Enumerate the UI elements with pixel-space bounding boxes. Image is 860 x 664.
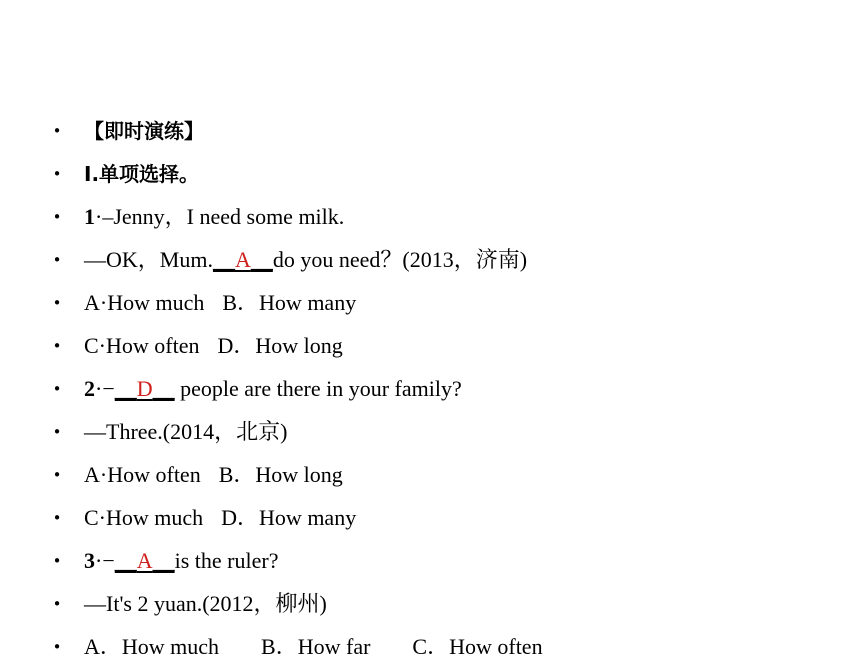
answer-blank: __A__: [114, 548, 175, 573]
question-text: —It's 2 yuan.(2012，柳州): [84, 591, 327, 616]
question-line: 2·−__D__ people are there in your family?: [84, 376, 462, 401]
option: D．How long: [217, 333, 343, 358]
question-line: [84, 200, 344, 234]
list-item: [0, 544, 860, 578]
bullet: •: [52, 509, 62, 527]
option: D．How many: [221, 505, 357, 530]
part-heading: Ⅰ.单项选择。: [84, 162, 200, 186]
options-line: [84, 286, 356, 320]
bullet: •: [52, 122, 62, 140]
question-number: 3: [84, 548, 95, 573]
question-line: [84, 243, 527, 277]
option: B．How many: [222, 290, 357, 315]
option: C·How much: [84, 505, 204, 530]
question-line: 3·−__A__is the ruler?: [84, 548, 279, 573]
option: A·How much: [84, 290, 205, 315]
bullet: •: [52, 423, 62, 441]
option: C·How often: [84, 333, 200, 358]
list-item: [0, 372, 860, 406]
options-line: [84, 501, 356, 535]
list-item: [0, 200, 860, 234]
question-text: do you need？(2013，济南): [272, 247, 528, 272]
question-text: people are there in your family?: [174, 376, 462, 401]
question-text: ·–Jenny，I need some milk.: [95, 204, 345, 229]
list-item: [0, 329, 860, 363]
answer-blank: __D__: [114, 376, 175, 401]
list-item: [0, 415, 860, 449]
list-item: [0, 114, 860, 148]
question-number: 2: [84, 376, 95, 401]
options-line: [84, 458, 343, 492]
question-text: —Three.(2014，北京): [84, 419, 288, 444]
list-item: [0, 243, 860, 277]
list-item: [0, 157, 860, 191]
options-line: [84, 630, 543, 664]
answer-text: A: [136, 548, 153, 573]
question-number: 1: [84, 204, 95, 229]
section-heading: 【即时演练】: [84, 119, 204, 143]
options-line: [84, 329, 343, 363]
bullet: •: [52, 294, 62, 312]
list-item: [0, 458, 860, 492]
bullet: •: [52, 251, 62, 269]
answer-text: A: [234, 247, 251, 272]
option: C．How often: [412, 634, 543, 659]
answer-blank: __A__: [212, 247, 273, 272]
bullet: •: [52, 380, 62, 398]
list-item: [0, 587, 860, 621]
list-item: [0, 630, 860, 664]
question-text: is the ruler?: [174, 548, 279, 573]
option: A．How much: [84, 634, 220, 659]
question-text: —OK，Mum.: [84, 247, 213, 272]
list-item: [0, 501, 860, 535]
answer-text: D: [136, 376, 153, 401]
bullet: •: [52, 466, 62, 484]
option: B．How long: [218, 462, 343, 487]
bullet: •: [52, 638, 62, 656]
bullet: •: [52, 595, 62, 613]
list-item: [0, 286, 860, 320]
bullet: •: [52, 165, 62, 183]
bullet: •: [52, 552, 62, 570]
option: A·How often: [84, 462, 201, 487]
bullet: •: [52, 337, 62, 355]
option: B．How far: [261, 634, 371, 659]
bullet: •: [52, 208, 62, 226]
